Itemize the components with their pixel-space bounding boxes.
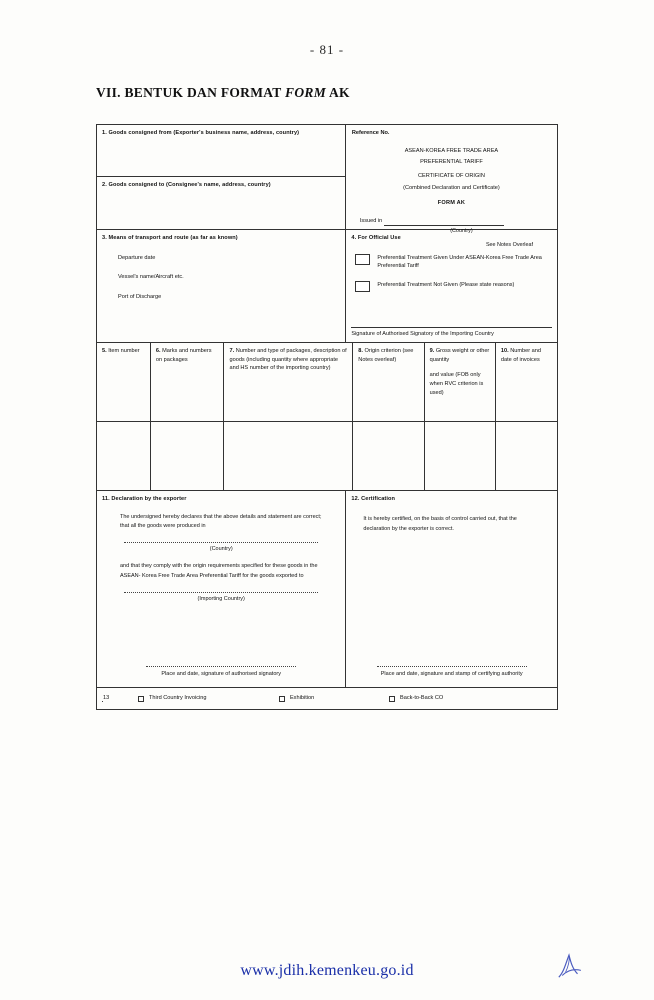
- reference-heading: [352, 147, 551, 208]
- box-13-option-exhibition[interactable]: [275, 694, 385, 703]
- transport-departure-date: Departure date: [118, 254, 156, 261]
- page-number: - 81 -: [309, 42, 345, 57]
- box-13-row: [97, 687, 557, 709]
- official-option-given-label: Preferential Treatment Given Under ASEAN-Korea Free Trade Area Preferential Tariff: [377, 254, 542, 269]
- box-12-certification[interactable]: [345, 491, 557, 687]
- issued-in-rule: [384, 219, 504, 226]
- box-11-country-rule: [124, 541, 318, 543]
- items-cell-origin-criterion[interactable]: [352, 422, 423, 490]
- source-url-watermark: www.jdih.kemenkeu.go.id: [240, 962, 414, 979]
- box-1-goods-consigned-from[interactable]: [97, 125, 345, 177]
- box-13-option-1-label: Third Country Invoicing: [148, 695, 207, 702]
- reference-line-1: ASEAN-KOREA FREE TRADE AREA: [404, 147, 499, 154]
- items-header-5-title: Item number: [108, 348, 140, 354]
- items-header-9-gap: [430, 364, 490, 371]
- importing-signature-label: Signature of Authorised Signatory of the Importing Country: [351, 327, 552, 339]
- items-cell-marks[interactable]: [150, 422, 224, 490]
- box-13-option-third-country-invoicing[interactable]: [134, 694, 275, 703]
- items-cell-item-number[interactable]: [97, 422, 150, 490]
- box-3-label: 3. Means of transport and route (as far as known): [102, 235, 238, 241]
- box-12-label: 12. Certification: [351, 496, 396, 502]
- reference-line-5: FORM AK: [437, 200, 466, 207]
- box-13-number: 13: [103, 695, 110, 702]
- items-table-header: [97, 342, 557, 421]
- box-13-option-back-to-back[interactable]: [385, 694, 557, 703]
- items-header-origin-criterion: [352, 343, 423, 421]
- box-11-declaration-by-exporter[interactable]: [97, 491, 345, 687]
- reference-line-4: (Combined Declaration and Certificate): [403, 184, 500, 191]
- box-3-means-of-transport[interactable]: [97, 230, 345, 342]
- box-12-footer-text: Place and date, signature and stamp of certifying authority: [380, 671, 523, 678]
- items-header-8-title: Origin criterion (see Notes overleaf): [358, 348, 414, 363]
- items-header-marks: [150, 343, 224, 421]
- items-cell-gross-weight[interactable]: [424, 422, 495, 490]
- items-header-8-num: 8.: [358, 348, 363, 354]
- items-header-7-num: 7.: [229, 348, 235, 354]
- box-11-signature-footer: [97, 665, 345, 679]
- box-13-option-3-label: Back-to-Back CO: [400, 695, 444, 702]
- items-header-7-title: Number and type of packages, description of goods (including quantity where appropriate and HS number of the importing country): [229, 348, 347, 372]
- checkbox-preferential-not-given[interactable]: [355, 281, 370, 292]
- official-option-given[interactable]: [355, 254, 552, 271]
- items-header-description: [223, 343, 352, 421]
- box-11-signature-rule: [146, 665, 296, 667]
- consignment-column: [97, 125, 345, 229]
- box-4-label: 4. For Official Use: [351, 235, 401, 241]
- items-header-10-num: 10.: [500, 348, 509, 354]
- box-4-for-official-use[interactable]: [345, 230, 557, 342]
- issued-country-note: (Country): [450, 228, 473, 235]
- items-header-invoices: [495, 343, 557, 421]
- section-title-italic: FORM: [285, 85, 327, 100]
- items-cell-description[interactable]: [223, 422, 352, 490]
- declaration-row: [97, 490, 557, 687]
- box-12-signature-footer: [346, 665, 557, 679]
- transport-vessel-name: Vessel's name/Aircraft etc.: [118, 274, 184, 281]
- official-option-not-given[interactable]: [355, 281, 552, 292]
- items-header-gross-weight: [424, 343, 495, 421]
- box-12-signature-rule: [377, 665, 527, 667]
- issued-in-label: Issued in: [359, 217, 383, 224]
- items-header-6-num: 6.: [155, 348, 161, 354]
- checkbox-preferential-given[interactable]: [355, 254, 370, 265]
- section-title-suffix: AK: [326, 85, 350, 100]
- items-header-9-title: Gross weight or other quantity: [429, 348, 490, 363]
- checkbox-exhibition[interactable]: [279, 696, 285, 702]
- page-title: [96, 85, 350, 101]
- margin-tick-icon: ·: [101, 696, 104, 706]
- box-2-label: 2. Goods consigned to (Consignee's name, address, country): [102, 182, 271, 188]
- box-2-goods-consigned-to[interactable]: [97, 177, 345, 229]
- box-11-paragraph-1: The undersigned hereby declares that the above details and statement are correct; that all the goods were produced in: [120, 513, 322, 530]
- issued-in-line[interactable]: [352, 217, 551, 226]
- form-transport-row: [97, 229, 557, 342]
- box-13-option-2-label: Exhibition: [289, 695, 315, 702]
- box-12-paragraph: It is hereby certified, on the basis of control carried out, that the declaration by the exporter is correct.: [363, 515, 517, 532]
- items-cell-invoices[interactable]: [495, 422, 557, 490]
- reference-no-label: Reference No.: [351, 130, 390, 136]
- checkbox-third-country-invoicing[interactable]: [138, 696, 144, 702]
- box-11-footer-text: Place and date, signature of authorised signatory: [161, 671, 281, 678]
- box-11-label: 11. Declaration by the exporter: [102, 496, 187, 502]
- items-header-10-title: Number and date of invoices: [500, 348, 542, 363]
- items-header-9-sub: and value (FOB only when RVC criterion is used): [429, 372, 484, 396]
- section-title-prefix: VII. BENTUK DAN FORMAT: [96, 85, 286, 100]
- box-1-label: 1. Goods consigned from (Exporter's business name, address, country): [102, 130, 300, 136]
- see-notes-overleaf: See Notes Overleaf: [485, 242, 533, 249]
- items-header-9-num: 9.: [429, 348, 435, 354]
- transport-port-of-discharge: Port of Discharge: [118, 293, 162, 300]
- reference-line-3: CERTIFICATE OF ORIGIN: [417, 173, 485, 180]
- checkbox-back-to-back-co[interactable]: [389, 696, 395, 702]
- official-option-not-given-label: Preferential Treatment Not Given (Please state reasons): [377, 282, 515, 289]
- box-11-country-label: (Country): [209, 545, 233, 552]
- table-row[interactable]: [97, 421, 557, 490]
- form-ak: [96, 124, 558, 710]
- box-11-importing-country-label: (Importing Country): [197, 595, 245, 602]
- box-11-paragraph-2: and that they comply with the origin requirements specified for these goods in the ASEAN- Korea Free Trade Area Preferential Tariff for the goods exported to: [120, 563, 318, 580]
- items-header-item-number: [97, 343, 150, 421]
- items-header-6-title: Marks and numbers on packages: [155, 348, 212, 363]
- items-header-5-num: 5.: [102, 348, 107, 354]
- reference-line-2: PREFERENTIAL TARIFF: [420, 158, 483, 165]
- box-11-importing-country-rule: [124, 591, 318, 593]
